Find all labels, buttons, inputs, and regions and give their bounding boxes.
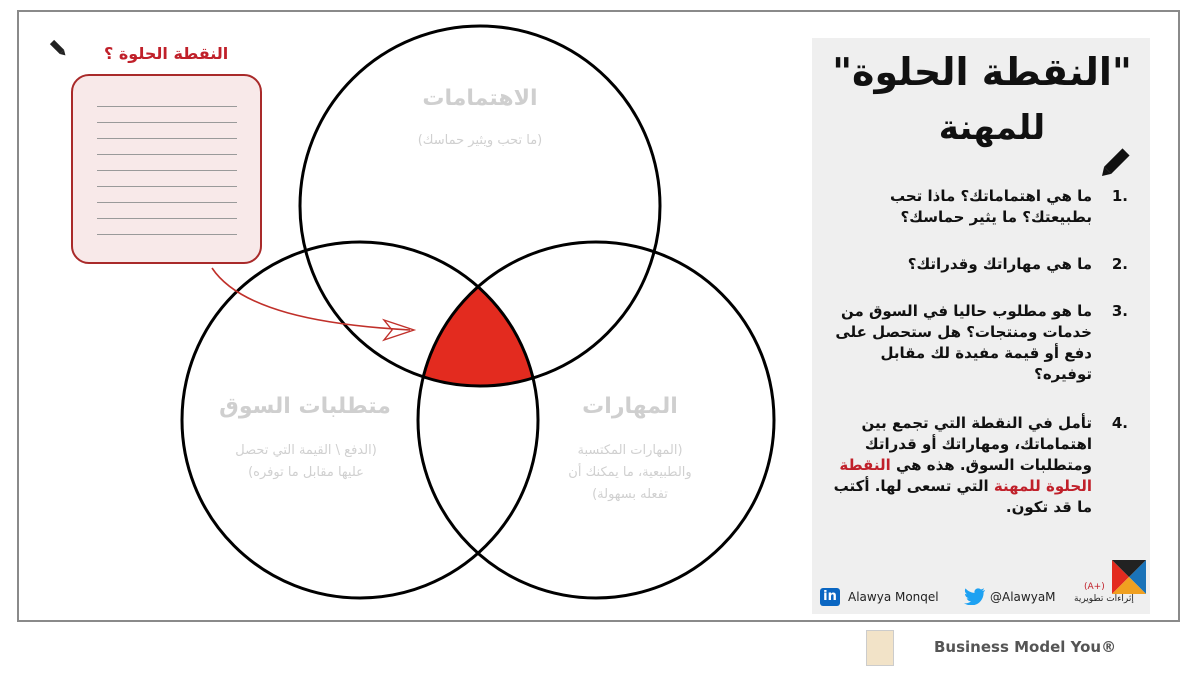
panel-title: "النقطة الحلوة" bbox=[832, 50, 1132, 94]
sweet-spot-highlight: النقطة الحلوة للمهنة bbox=[839, 456, 1092, 495]
question-item bbox=[828, 186, 1128, 228]
interests-subtitle: (ما تحب ويثير حماسك) bbox=[417, 133, 543, 148]
note-label: النقطة الحلوة ؟ bbox=[104, 44, 229, 63]
pencil-icon bbox=[50, 40, 68, 58]
logo-text: إثراءات تطويرية bbox=[1074, 594, 1134, 604]
question-text: ما هو مطلوب حاليا في السوق من خدمات ومنتجات؟ هل ستحصل على دفع أو قيمة مفيدة لك مقابل توفيره؟ bbox=[835, 302, 1092, 383]
question-item bbox=[828, 413, 1128, 518]
question-item bbox=[828, 254, 1128, 275]
note-line bbox=[97, 122, 237, 123]
note-line bbox=[97, 218, 237, 219]
panel-footer bbox=[812, 578, 1150, 612]
question-number: 2. bbox=[1111, 255, 1128, 273]
pencil-icon bbox=[1096, 142, 1136, 182]
question-text: ما هي مهاراتك وقدراتك؟ bbox=[907, 255, 1092, 273]
note-line bbox=[97, 234, 237, 235]
skills-subtitle-2: والطبيعية، ما يمكنك أن bbox=[568, 465, 692, 480]
question-number: 1. bbox=[1111, 187, 1128, 205]
linkedin-name[interactable]: Alawya Monqel bbox=[848, 590, 939, 604]
skills-subtitle-3: تفعله بسهولة) bbox=[592, 487, 668, 502]
note-line bbox=[97, 154, 237, 155]
logo-icon bbox=[1112, 560, 1146, 594]
market-subtitle-1: (الدفع \ القيمة التي تحصل bbox=[235, 443, 377, 458]
instructions-panel bbox=[812, 38, 1150, 614]
twitter-handle[interactable]: @AlawyaM bbox=[990, 590, 1056, 604]
question-text: ما هي اهتماماتك؟ ماذا تحب بطبيعتك؟ ما يثير حماسك؟ bbox=[889, 187, 1092, 226]
linkedin-icon[interactable]: in bbox=[820, 588, 840, 606]
skills-title: المهارات bbox=[582, 394, 678, 419]
book-thumbnail bbox=[866, 630, 894, 666]
interests-title: الاهتمامات bbox=[422, 86, 538, 111]
note-line bbox=[97, 202, 237, 203]
question-number: 3. bbox=[1111, 302, 1128, 320]
credit-text: Business Model You® bbox=[934, 638, 1117, 656]
sweet-spot-region bbox=[418, 242, 774, 598]
note-line bbox=[97, 186, 237, 187]
question-list bbox=[828, 186, 1128, 536]
note-line bbox=[97, 170, 237, 171]
question-text-before: تأمل في النقطة التي تجمع بين اهتماماتك، ومهاراتك أو قدراتك ومتطلبات السوق. هذه هي bbox=[861, 414, 1092, 474]
panel-subtitle: للمهنة bbox=[938, 108, 1046, 148]
skills-subtitle-1: (المهارات المكتسبة bbox=[577, 443, 683, 458]
market-subtitle-2: عليها مقابل ما توفره) bbox=[248, 465, 364, 480]
market-title: متطلبات السوق bbox=[219, 394, 391, 419]
question-item bbox=[828, 301, 1128, 385]
logo-badge: (A+) bbox=[1084, 582, 1105, 592]
note-line bbox=[97, 106, 237, 107]
question-number: 4. bbox=[1111, 414, 1128, 432]
note-card[interactable] bbox=[71, 74, 262, 264]
question-text-after: التي تسعى لها. أكتب ما قد تكون. bbox=[833, 477, 1092, 516]
note-line bbox=[97, 138, 237, 139]
pointer-arrow bbox=[212, 268, 410, 330]
twitter-icon[interactable] bbox=[964, 587, 986, 605]
